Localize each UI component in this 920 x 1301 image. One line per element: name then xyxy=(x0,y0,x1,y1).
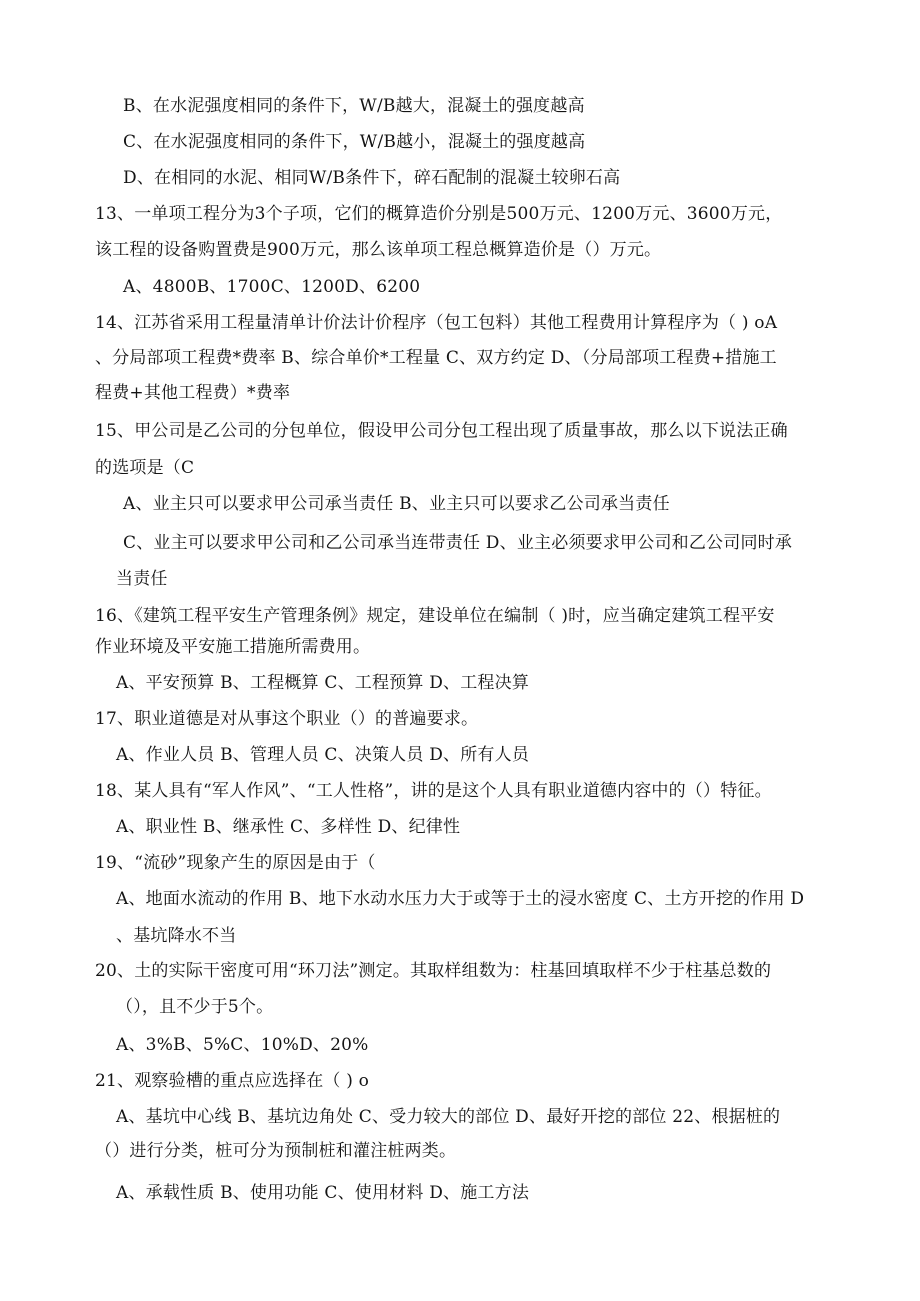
text-line: 21、观察验槽的重点应选择在（ ) o xyxy=(95,1071,370,1091)
text-line: 15、甲公司是乙公司的分包单位，假设甲公司分包工程出现了质量事故，那么以下说法正确 xyxy=(95,421,788,441)
text-line: A、3%B、5%C、10%D、20% xyxy=(116,1035,369,1055)
text-line: 18、某人具有“军人作风”、“工人性格”，讲的是这个人具有职业道德内容中的（）特征。 xyxy=(95,781,772,801)
text-line: 、基坑降水不当 xyxy=(116,926,237,946)
text-line: A、平安预算 B、工程概算 C、工程预算 D、工程决算 xyxy=(116,673,530,693)
text-line: A、职业性 B、继承性 C、多样性 D、纪律性 xyxy=(116,817,461,837)
text-line: A、承载性质 B、使用功能 C、使用材料 D、施工方法 xyxy=(116,1183,530,1203)
text-line: 17、职业道德是对从事这个职业（）的普遍要求。 xyxy=(95,709,479,729)
text-line: A、业主只可以要求甲公司承当责任 B、业主只可以要求乙公司承当责任 xyxy=(123,494,670,514)
text-line: A、基坑中心线 B、基坑边角处 C、受力较大的部位 D、最好开挖的部位 22、根据桩的 xyxy=(116,1107,781,1127)
text-line: 、分局部项工程费*费率 B、综合单价*工程量 C、双方约定 D、（分局部项工程费+措施工 xyxy=(95,348,777,368)
text-line: A、地面水流动的作用 B、地下水动水压力大于或等于土的浸水密度 C、土方开挖的作用 D xyxy=(116,889,805,909)
text-line: 作业环境及平安施工措施所需费用。 xyxy=(95,637,371,657)
text-line: C、在水泥强度相同的条件下，W/B越小，混凝土的强度越高 xyxy=(123,132,586,152)
text-line: 16、《建筑工程平安生产管理条例》规定，建设单位在编制（ )时，应当确定建筑工程平安 xyxy=(95,606,775,626)
text-line: 程费+其他工程费）*费率 xyxy=(95,383,291,403)
text-line: A、作业人员 B、管理人员 C、决策人员 D、所有人员 xyxy=(116,745,530,765)
text-line: （），且不少于5个。 xyxy=(116,997,274,1017)
text-line: 19、“流砂”现象产生的原因是由于（ xyxy=(95,853,376,873)
text-line: 该工程的设备购置费是900万元，那么该单项工程总概算造价是（）万元。 xyxy=(95,240,662,260)
text-line: B、在水泥强度相同的条件下，W/B越大，混凝土的强度越高 xyxy=(123,96,585,116)
text-line: D、在相同的水泥、相同W/B条件下，碎石配制的混凝土较卵石高 xyxy=(123,168,621,188)
text-line: （）进行分类，桩可分为预制桩和灌注桩两类。 xyxy=(95,1141,457,1161)
text-line: 20、土的实际干密度可用“环刀法”测定。其取样组数为：柱基回填取样不少于柱基总数的 xyxy=(95,961,772,981)
text-line: 当责任 xyxy=(116,569,168,589)
text-line: A、4800B、1700C、1200D、6200 xyxy=(123,277,421,297)
text-line: 的选项是（C xyxy=(95,458,195,478)
text-line: C、业主可以要求甲公司和乙公司承当连带责任 D、业主必须要求甲公司和乙公司同时承 xyxy=(123,533,793,553)
text-line: 13、一单项工程分为3个子项，它们的概算造价分别是500万元、1200万元、3600万元， xyxy=(95,204,783,224)
text-line: 14、江苏省采用工程量清单计价法计价程序（包工包料）其他工程费用计算程序为（ ) oA xyxy=(95,313,778,333)
